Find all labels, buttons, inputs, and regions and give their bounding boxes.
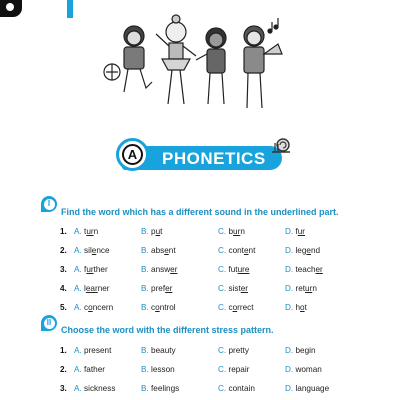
option-letter: C. [218, 227, 227, 236]
page-edge-marker [67, 0, 73, 18]
answer-option[interactable] [285, 246, 320, 255]
answer-option[interactable] [74, 303, 113, 312]
option-word-part: answ [151, 265, 171, 274]
option-word-part: t [84, 227, 87, 236]
answer-option[interactable] [141, 265, 177, 274]
underlined-part: o [300, 303, 305, 312]
option-letter: C. [218, 246, 227, 255]
answer-option[interactable] [141, 365, 175, 374]
underlined-part: er [170, 265, 178, 274]
option-letter: A. [74, 284, 82, 293]
answer-option[interactable] [74, 346, 111, 355]
underlined-part: o [232, 303, 238, 312]
option-word-part: lesson [151, 365, 175, 374]
option-word-part: abs [151, 246, 165, 255]
option-word-part: pretty [228, 346, 249, 355]
section-letter: A [122, 144, 143, 165]
option-word-part: l [84, 284, 86, 293]
underlined-part: ur [86, 265, 94, 274]
answer-option[interactable] [74, 246, 110, 255]
question-number: 2. [60, 246, 67, 255]
option-word-part: contain [228, 384, 255, 393]
underlined-part: ur [86, 227, 94, 236]
option-word-part: teach [295, 265, 316, 274]
question-number: 5. [60, 303, 67, 312]
question-row [0, 265, 400, 279]
answer-option[interactable] [285, 365, 322, 374]
option-word-part: t [304, 303, 307, 312]
option-word-part: h [295, 303, 301, 312]
question-row [0, 284, 400, 298]
option-word-part: ntrol [159, 303, 176, 312]
option-word-part: c [151, 303, 156, 312]
option-letter: B. [141, 346, 149, 355]
option-word-part: p [151, 227, 156, 236]
option-letter: C. [218, 284, 227, 293]
question-number: 3. [60, 265, 67, 274]
answer-option[interactable] [141, 246, 176, 255]
option-word-part: begin [295, 346, 316, 355]
option-word-part: c [228, 303, 233, 312]
answer-option[interactable] [141, 303, 176, 312]
option-word-part: rrect [237, 303, 254, 312]
answer-option[interactable] [141, 384, 179, 393]
task-instruction-2: Choose the word with the different stress pattern. [61, 325, 274, 335]
option-word-part: n [240, 227, 245, 236]
option-letter: A. [74, 346, 82, 355]
option-word-part: nt [168, 246, 176, 255]
question-number: 4. [60, 284, 67, 293]
task-badge-2: II [41, 315, 57, 331]
option-word-part: sickness [84, 384, 116, 393]
section-title: PHONETICS [162, 149, 266, 168]
option-word-part: ret [295, 284, 306, 293]
answer-option[interactable] [74, 384, 115, 393]
option-letter: C. [218, 265, 227, 274]
question-row [0, 384, 400, 398]
option-word-part: b [228, 227, 234, 236]
underlined-part: o [88, 303, 93, 312]
option-word-part: cont [228, 246, 244, 255]
question-row [0, 246, 400, 260]
underlined-part: u [155, 227, 161, 236]
question-number: 3. [60, 384, 67, 393]
option-word-part: repair [228, 365, 250, 374]
option-word-part: ner [97, 284, 110, 293]
answer-option[interactable] [218, 346, 249, 355]
underlined-part: e [306, 246, 311, 255]
option-letter: A. [74, 265, 82, 274]
underlined-part: ur [297, 227, 306, 236]
option-word-part: feelings [151, 384, 180, 393]
underlined-part: er [240, 284, 249, 293]
question-number: 1. [60, 227, 67, 236]
option-word-part: present [84, 346, 112, 355]
underlined-part: er [165, 284, 173, 293]
underlined-part: er [315, 265, 323, 274]
option-letter: B. [141, 265, 149, 274]
option-letter: C. [218, 365, 227, 374]
option-word-part: ncern [92, 303, 114, 312]
answer-option[interactable] [74, 265, 108, 274]
option-letter: D. [285, 265, 294, 274]
underlined-part: ur [233, 227, 241, 236]
option-letter: D. [285, 227, 294, 236]
kids-illustration [96, 14, 286, 114]
option-letter: B. [141, 284, 149, 293]
option-word-part: woman [295, 365, 322, 374]
underlined-part: e [91, 246, 97, 255]
task-instruction-1: Find the word which has a different sound in the underlined part. [61, 207, 339, 217]
option-letter: D. [285, 246, 294, 255]
answer-option[interactable] [74, 365, 105, 374]
answer-option[interactable] [74, 227, 98, 236]
answer-option[interactable] [218, 227, 245, 236]
answer-option[interactable] [285, 265, 323, 274]
question-row [0, 346, 400, 360]
answer-option[interactable] [218, 384, 255, 393]
option-letter: B. [141, 303, 149, 312]
underlined-part: e [243, 246, 249, 255]
option-letter: B. [141, 246, 149, 255]
underlined-part: o [155, 303, 160, 312]
option-letter: A. [74, 246, 82, 255]
answer-option[interactable] [285, 346, 316, 355]
option-word-part: father [84, 365, 105, 374]
option-word-part: nce [96, 246, 110, 255]
option-letter: A. [74, 384, 82, 393]
underlined-part: ure [237, 265, 250, 274]
page-corner-tab [0, 0, 22, 17]
question-row [0, 365, 400, 379]
option-letter: B. [141, 365, 149, 374]
option-word-part: n [93, 227, 99, 236]
answer-option[interactable] [141, 284, 172, 293]
option-letter: C. [218, 384, 227, 393]
option-letter: B. [141, 384, 149, 393]
answer-option[interactable] [218, 284, 248, 293]
option-word-part: ther [93, 265, 108, 274]
option-letter: C. [218, 346, 227, 355]
option-word-part: sil [84, 246, 92, 255]
task-badge-1: I [41, 196, 57, 212]
answer-option[interactable] [218, 303, 254, 312]
answer-option[interactable] [218, 246, 255, 255]
option-letter: A. [74, 365, 82, 374]
option-letter: D. [285, 346, 294, 355]
option-word-part: beauty [151, 346, 176, 355]
section-letter-badge [116, 138, 149, 171]
option-letter: B. [141, 227, 149, 236]
snail-icon [270, 136, 294, 154]
underlined-part: ur [305, 284, 313, 293]
option-word-part: pref [151, 284, 166, 293]
option-word-part: f [84, 265, 87, 274]
answer-option[interactable] [141, 227, 162, 236]
question-number: 2. [60, 365, 67, 374]
option-word-part: fut [228, 265, 238, 274]
option-letter: A. [74, 227, 82, 236]
option-word-part: n [312, 284, 317, 293]
answer-option[interactable] [285, 384, 329, 393]
option-word-part: f [295, 227, 298, 236]
answer-option[interactable] [218, 365, 249, 374]
answer-option[interactable] [285, 284, 317, 293]
question-number: 1. [60, 346, 67, 355]
question-row [0, 227, 400, 241]
option-word-part: c [84, 303, 89, 312]
section-header [114, 136, 284, 176]
option-letter: D. [285, 384, 294, 393]
answer-option[interactable] [285, 227, 305, 236]
answer-option[interactable] [218, 265, 249, 274]
option-letter: D. [285, 284, 294, 293]
option-word-part: t [160, 227, 163, 236]
underlined-part: ear [85, 284, 98, 293]
option-word-part: leg [295, 246, 307, 255]
option-letter: D. [285, 365, 294, 374]
option-letter: A. [74, 303, 82, 312]
option-word-part: nd [310, 246, 321, 255]
answer-option[interactable] [141, 346, 176, 355]
answer-option[interactable] [285, 303, 307, 312]
answer-option[interactable] [74, 284, 110, 293]
option-letter: D. [285, 303, 294, 312]
option-word-part: sist [228, 284, 241, 293]
option-word-part: nt [248, 246, 256, 255]
option-letter: C. [218, 303, 227, 312]
option-word-part: language [295, 384, 330, 393]
question-row [0, 303, 400, 317]
underlined-part: e [164, 246, 169, 255]
